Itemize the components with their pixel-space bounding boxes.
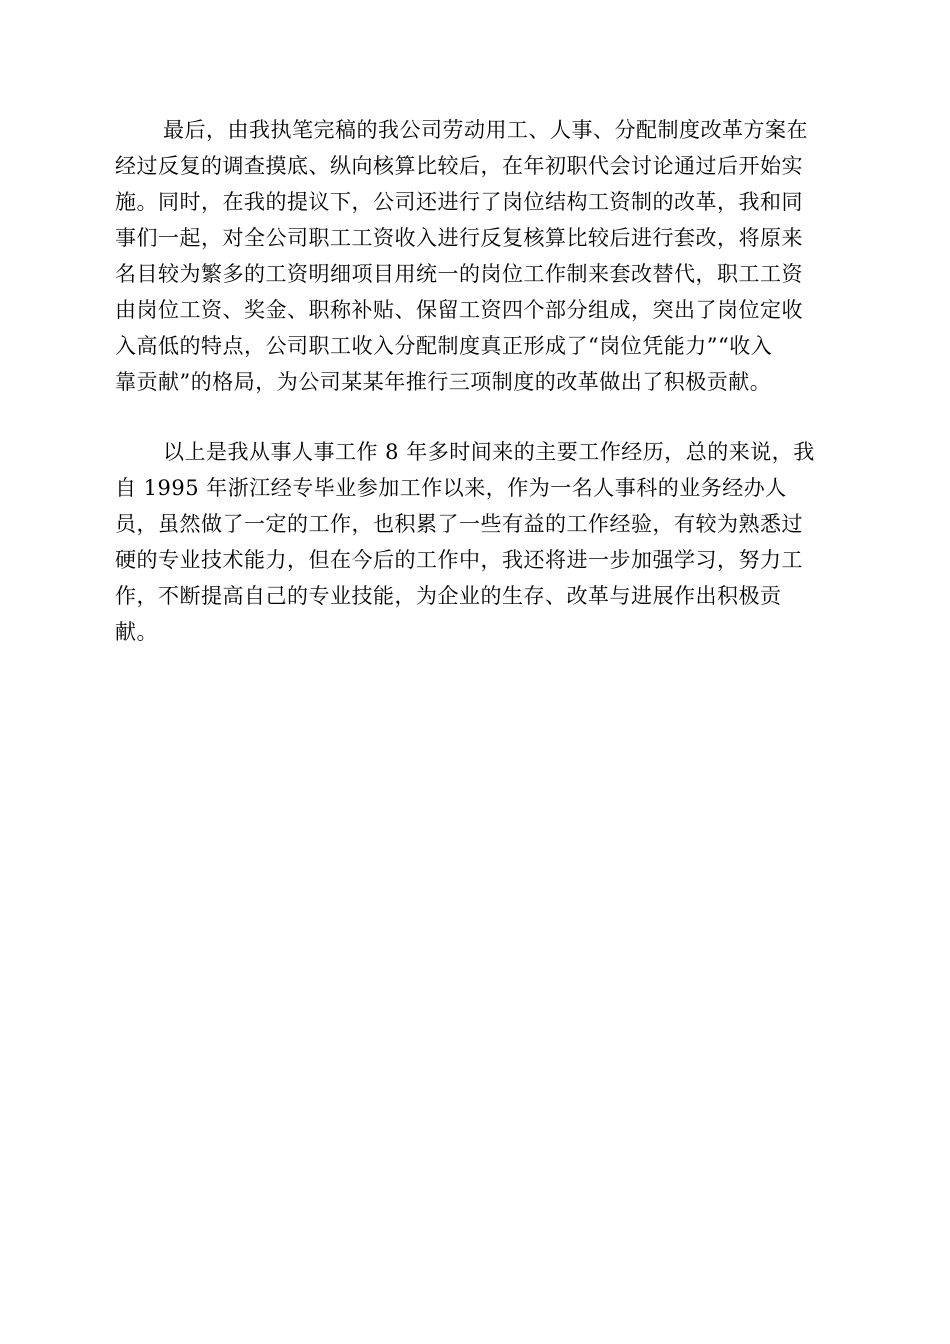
paragraph-line: 自 1995 年浙江经专毕业参加工作以来，作为一名人事科的业务经办人 — [115, 476, 787, 500]
paragraph-line: 靠贡献”的格局，为公司某某年推行三项制度的改革做出了积极贡献。 — [115, 370, 772, 394]
paragraph-line: 献。 — [115, 620, 158, 644]
paragraph-line: 经过反复的调查摸底、纵向核算比较后，在年初职代会讨论通过后开始实 — [115, 154, 803, 178]
paragraph-reform-plan — [115, 112, 835, 400]
paragraph-summary — [115, 434, 835, 650]
paragraph-line: 入高低的特点，公司职工收入分配制度真正形成了“岗位凭能力”“收入 — [115, 334, 773, 358]
paragraph-line: 以上是我从事人事工作 8 年多时间来的主要工作经历，总的来说，我 — [163, 440, 815, 464]
paragraph-line: 事们一起，对全公司职工工资收入进行反复核算比较后进行套改，将原来 — [115, 226, 803, 250]
paragraph-line: 名目较为繁多的工资明细项目用统一的岗位工作制来套改替代，职工工资 — [115, 262, 803, 286]
paragraph-line: 硬的专业技术能力，但在今后的工作中，我还将进一步加强学习，努力工 — [115, 548, 803, 572]
paragraph-line: 员，虽然做了一定的工作，也积累了一些有益的工作经验，有较为熟悉过 — [115, 512, 803, 536]
paragraph-line: 作，不断提高自己的专业技能，为企业的生存、改革与进展作出积极贡 — [115, 584, 782, 608]
paragraph-line: 施。同时，在我的提议下，公司还进行了岗位结构工资制的改革，我和同 — [115, 190, 803, 214]
paragraph-line: 由岗位工资、奖金、职称补贴、保留工资四个部分组成，突出了岗位定收 — [115, 298, 803, 322]
paragraph-line: 最后，由我执笔完稿的我公司劳动用工、人事、分配制度改革方案在 — [163, 118, 808, 142]
